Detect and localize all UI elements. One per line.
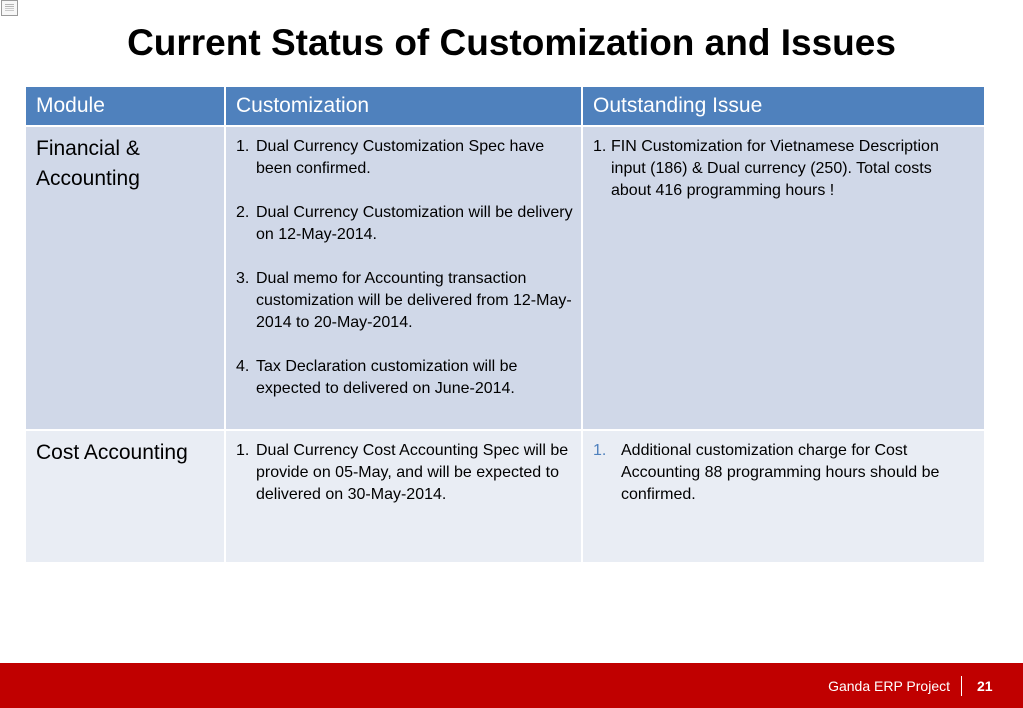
list-item-number: 1.: [236, 442, 250, 459]
module-cell: Cost Accounting: [25, 430, 225, 563]
footer-project-name: Ganda ERP Project: [828, 678, 950, 694]
list-item: [236, 440, 575, 506]
list-item-number: 1.: [593, 442, 607, 459]
customization-list: [226, 127, 581, 400]
outstanding-issue-cell: [582, 126, 985, 430]
list-item-number: 3.: [236, 270, 250, 287]
list-item-text: Additional customization charge for Cost Accounting 88 programming hours should be confirmed.: [621, 442, 940, 503]
footer-divider: [961, 676, 962, 696]
list-item-text: Dual memo for Accounting transaction customization will be delivered from 12-May-2014 to 20-May-2014.: [256, 270, 572, 331]
table-row: [25, 430, 985, 563]
customization-list: [226, 431, 581, 506]
slide-thumbnail-icon: [1, 0, 18, 16]
issue-list: [583, 127, 984, 202]
list-item: [593, 440, 974, 506]
customization-cell: [225, 126, 582, 430]
slide-title: Current Status of Customization and Issues: [127, 22, 896, 63]
issue-list: [583, 431, 984, 506]
list-item-text: FIN Customization for Vietnamese Description input (186) & Dual currency (250). Total costs about 416 programming hours !: [611, 138, 939, 199]
list-item-text: Tax Declaration customization will be expected to delivered on June-2014.: [256, 358, 518, 397]
list-item-number: 2.: [236, 204, 250, 221]
list-item: [236, 356, 575, 400]
outstanding-issue-cell: [582, 430, 985, 563]
header-outstanding-issue: Outstanding Issue: [582, 86, 985, 126]
module-cell: Financial & Accounting: [25, 126, 225, 430]
list-item-text: Dual Currency Customization Spec have been confirmed.: [256, 138, 545, 177]
status-table: [24, 85, 986, 564]
list-item-text: Dual Currency Customization will be delivery on 12-May-2014.: [256, 204, 573, 243]
header-customization: Customization: [225, 86, 582, 126]
list-item: [593, 136, 974, 202]
table-header-row: [25, 86, 985, 126]
list-item-number: 1.: [236, 138, 250, 155]
list-item-number: 4.: [236, 358, 250, 375]
table-row: [25, 126, 985, 430]
list-item-text: Dual Currency Cost Accounting Spec will be provide on 05-May, and will be expected to delivered on 30-May-2014.: [256, 442, 569, 503]
list-item: [236, 202, 575, 246]
header-module: Module: [25, 86, 225, 126]
footer-bar: [0, 663, 1023, 708]
page-number: 21: [977, 678, 993, 694]
list-item: [236, 268, 575, 334]
list-item-number: 1.: [593, 138, 607, 155]
list-item: [236, 136, 575, 180]
customization-cell: [225, 430, 582, 563]
